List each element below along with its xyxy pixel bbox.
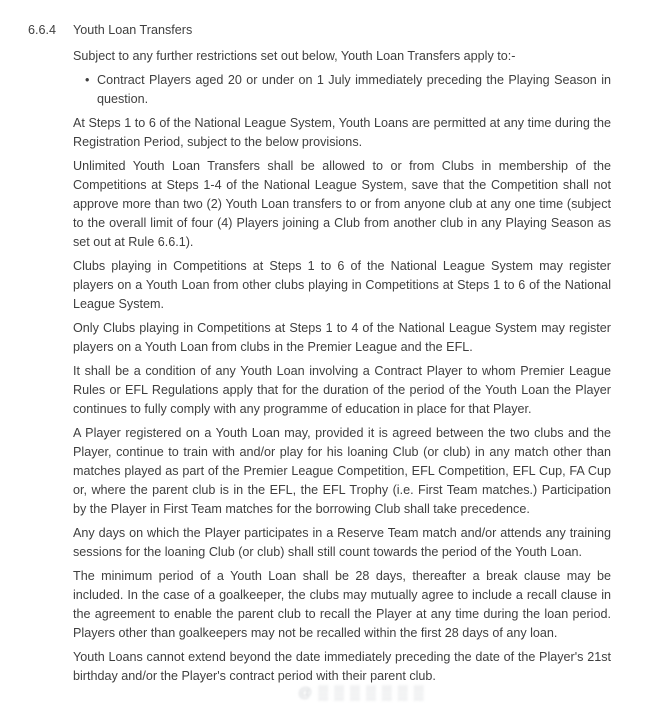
bullet-marker-icon bbox=[85, 71, 97, 109]
section-number: 6.6.4 bbox=[28, 23, 57, 37]
paragraph-player-training: A Player registered on a Youth Loan may, provided it is agreed between the two clubs and the Player, continue to train with and/or play for his loaning Club (or club) in any match other than matches played as part of the Premier League Competition, EFL Competition, EFL Cup, FA Cup or, where the parent club is in the EFL, the EFL Trophy (i.e. First Team matches.) Participation by the Player in First Team matches for the borrowing Club shall take precedence. bbox=[73, 426, 611, 516]
paragraph-steps-1-6: At Steps 1 to 6 of the National League System, Youth Loans are permitted at any time during the Registration Period, subject to the below provisions. bbox=[73, 116, 611, 149]
bullet-item bbox=[73, 71, 611, 109]
paragraph-only-clubs-steps-1-4: Only Clubs playing in Competitions at Steps 1 to 4 of the National League System may register players on a Youth Loan from clubs in the Premier League and the EFL. bbox=[73, 321, 611, 354]
section-title: Youth Loan Transfers bbox=[73, 23, 193, 37]
paragraph-clubs-register-nls: Clubs playing in Competitions at Steps 1 to 6 of the National League System may register players on a Youth Loan from other clubs playing in Competitions at Steps 1 to 6 of the National League System. bbox=[73, 259, 611, 311]
intro-paragraph: Subject to any further restrictions set out below, Youth Loan Transfers apply to:- bbox=[73, 49, 516, 63]
paragraph-reserve-team-days: Any days on which the Player participates in a Reserve Team match and/or attends any training sessions for the loaning Club (or club) shall still count towards the period of the Youth Loan. bbox=[73, 526, 611, 559]
paragraph-unlimited-transfers: Unlimited Youth Loan Transfers shall be allowed to or from Clubs in membership of the Competitions at Steps 1-4 of the National League System, save that the Competition shall not approve more than two (2) Youth Loan transfers to or from anyone club at any one time (subject to the overall limit of four (4) Players joining a Club from another club in any Playing Season as set out at Rule 6.6.1). bbox=[73, 159, 611, 249]
section-heading bbox=[28, 21, 611, 40]
watermark: @▒▒▒▒▒▒▒ bbox=[298, 684, 430, 700]
paragraph-loan-end-date: Youth Loans cannot extend beyond the date immediately preceding the date of the Player's 21st birthday and/or the Player's contract period with their parent club. bbox=[73, 650, 611, 683]
paragraph-minimum-period: The minimum period of a Youth Loan shall be 28 days, thereafter a break clause may be included. In the case of a goalkeeper, the clubs may mutually agree to include a recall clause in the agreement to enable the parent club to recall the Player at any time during the loan period. Players other than goalkeepers may not be recalled within the first 28 days of any loan. bbox=[73, 569, 611, 640]
bullet-text: Contract Players aged 20 or under on 1 July immediately preceding the Playing Season in question. bbox=[97, 73, 611, 106]
paragraph-education-condition: It shall be a condition of any Youth Loan involving a Contract Player to whom Premier League Rules or EFL Regulations apply that for the duration of the period of the Youth Loan the Player continues to fully comply with any programme of education in place for that Player. bbox=[73, 364, 611, 416]
